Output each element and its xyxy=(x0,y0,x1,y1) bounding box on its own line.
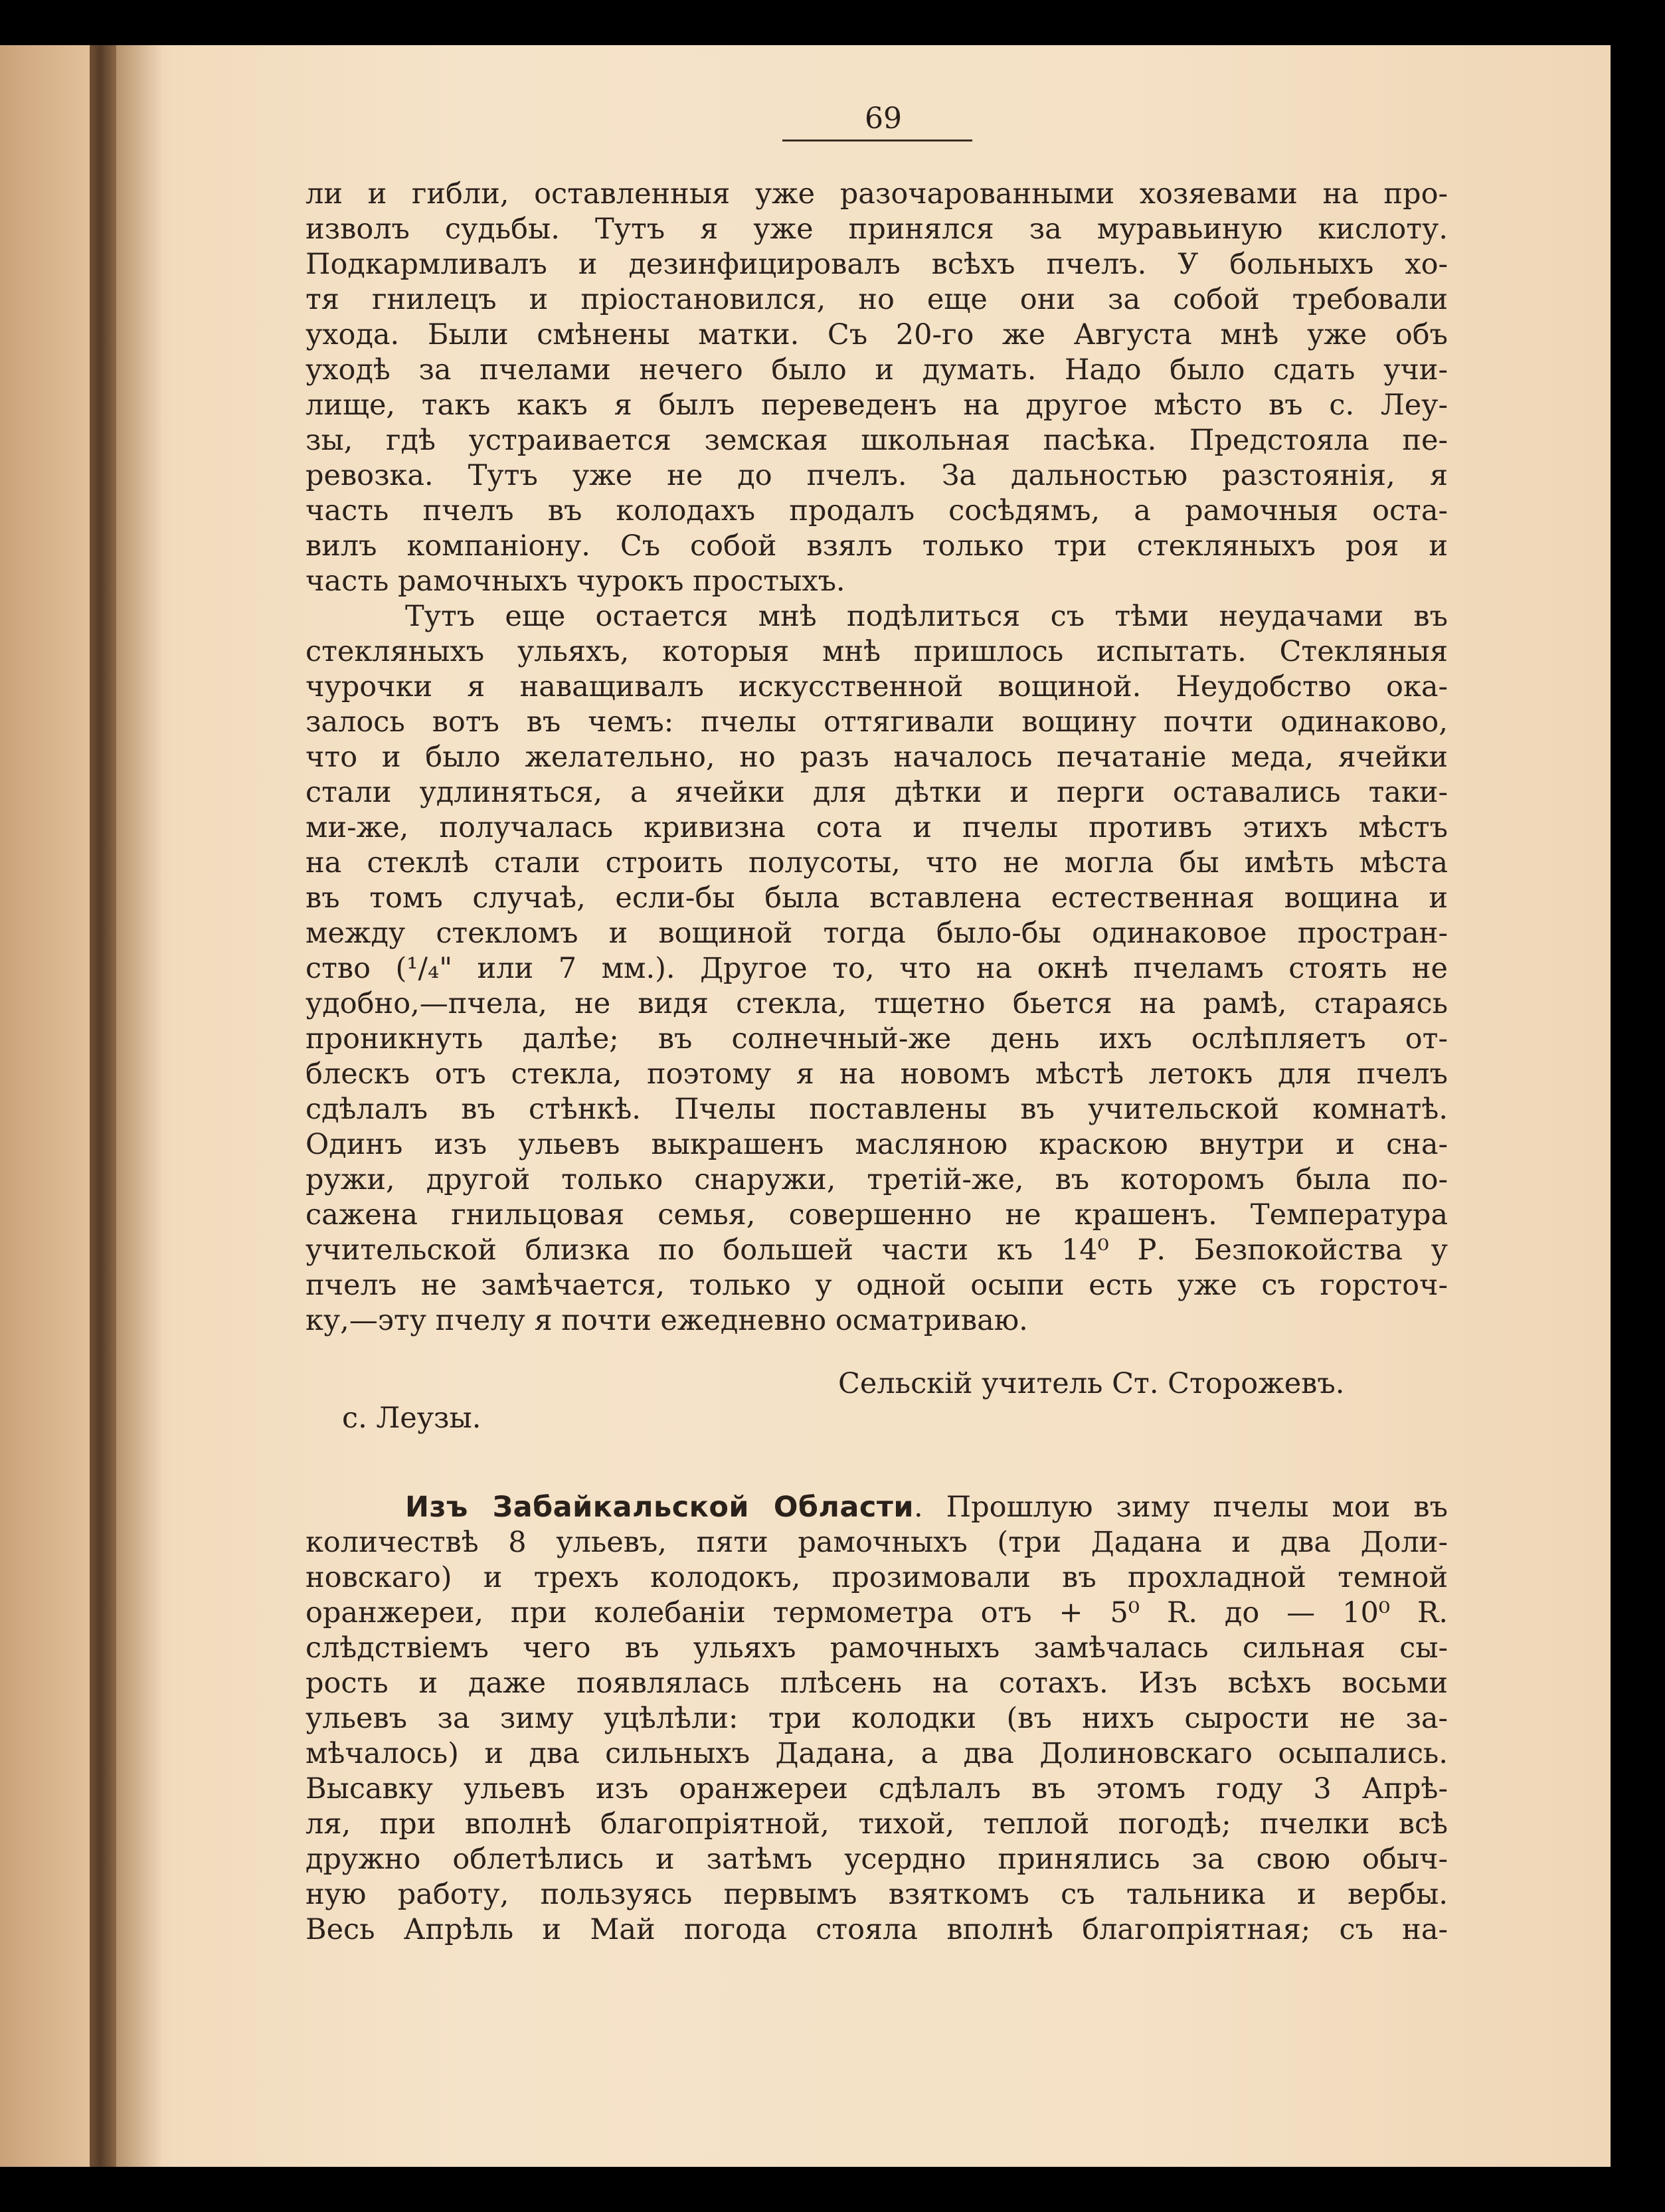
text-line: ружи, другой только снаружи, третій-же, въ которомъ была по- xyxy=(306,1163,1448,1196)
text-line: пчелъ не замѣчается, только у одной осыпи есть уже съ горсточ- xyxy=(306,1269,1448,1302)
section-first-line xyxy=(306,1490,1448,1525)
text-line: уходѣ за пчелами нечего было и думать. Надо было сдать учи- xyxy=(306,353,1448,387)
text-line: ульевъ за зиму уцѣлѣли: три колодки (въ нихъ сырости не за- xyxy=(306,1702,1448,1735)
text-line: Подкармливалъ и дезинфицировалъ всѣхъ пчелъ. У больныхъ хо- xyxy=(306,248,1448,281)
gutter-shadow xyxy=(116,45,163,2167)
text-line: Тутъ еще остается мнѣ подѣлиться съ тѣми неудачами въ xyxy=(405,600,1448,633)
text-line: между стекломъ и вощиной тогда было-бы одинаковое простран- xyxy=(306,917,1448,950)
text-line: залось вотъ въ чемъ: пчелы оттягивали вощину почти одинаково, xyxy=(306,705,1448,739)
text-line: количествѣ 8 ульевъ, пяти рамочныхъ (три Дадана и два Доли- xyxy=(306,1526,1448,1559)
text-line: лище, такъ какъ я былъ переведенъ на другое мѣсто въ с. Леу- xyxy=(306,389,1448,422)
text-line: изволъ судьбы. Тутъ я уже принялся за муравьиную кислоту. xyxy=(306,213,1448,246)
text-line: въ томъ случаѣ, если-бы была вставлена естественная вощина и xyxy=(306,881,1448,915)
text-line: оранжереи, при колебаніи термометра отъ + 5⁰ R. до — 10⁰ R. xyxy=(306,1596,1448,1629)
author-signature: Сельскій учитель Ст. Сторожевъ. xyxy=(838,1367,1345,1400)
text-line: что и было желательно, но разъ началось печатаніе меда, ячейки xyxy=(306,741,1448,774)
text-line: сдѣлалъ въ стѣнкѣ. Пчелы поставлены въ учительской комнатѣ. xyxy=(306,1093,1448,1126)
text-line: ство (¹/₄" или 7 мм.). Другое то, что на окнѣ пчеламъ стоять не xyxy=(306,952,1448,985)
text-line: новскаго) и трехъ колодокъ, прозимовали въ прохладной темной xyxy=(306,1561,1448,1594)
text-line: ми-же, получалась кривизна сота и пчелы противъ этихъ мѣстъ xyxy=(306,811,1448,844)
section-first-line-rest: . Прошлую зиму пчелы мои въ xyxy=(913,1491,1448,1524)
text-line: стекляныхъ ульяхъ, которыя мнѣ пришлось испытать. Стекляныя xyxy=(306,635,1448,668)
text-line: сажена гнильцовая семья, совершенно не крашенъ. Температура xyxy=(306,1198,1448,1232)
body-text-top xyxy=(306,177,1448,1338)
text-line: стали удлиняться, а ячейки для дѣтки и перги оставались таки- xyxy=(306,776,1448,809)
text-line: рость и даже появлялась плѣсень на сотахъ. Изъ всѣхъ восьми xyxy=(306,1667,1448,1700)
body-text-bottom xyxy=(306,1490,1448,1948)
text-line: удобно,—пчела, не видя стекла, тщетно бьется на рамѣ, стараясь xyxy=(306,987,1448,1020)
binding-gutter xyxy=(90,45,116,2167)
text-line: ля, при вполнѣ благопріятной, тихой, теплой погодѣ; пчелки всѣ xyxy=(306,1807,1448,1841)
text-line: мѣчалось) и два сильныхъ Дадана, а два Долиновскаго осыпались. xyxy=(306,1737,1448,1770)
scanned-page xyxy=(0,45,1611,2167)
text-line: Одинъ изъ ульевъ выкрашенъ масляною краскою внутри и сна- xyxy=(306,1128,1448,1161)
text-line: Весь Апрѣль и Май погода стояла вполнѣ благопріятная; съ на- xyxy=(306,1913,1448,1946)
text-line: ухода. Были смѣнены матки. Съ 20-го же Августа мнѣ уже объ xyxy=(306,318,1448,351)
text-line: дружно облетѣлись и затѣмъ усердно принялись за свою обыч- xyxy=(306,1843,1448,1876)
page-number: 69 xyxy=(865,102,902,136)
text-line: часть рамочныхъ чурокъ простыхъ. xyxy=(306,565,845,598)
text-line: ли и гибли, оставленныя уже разочарованными хозяевами на про- xyxy=(306,177,1448,211)
place-name: с. Леузы. xyxy=(342,1402,482,1435)
text-line: зы, гдѣ устраивается земская школьная пасѣка. Предстояла пе- xyxy=(306,424,1448,457)
text-line: ную работу, пользуясь первымъ взяткомъ съ тальника и вербы. xyxy=(306,1878,1448,1911)
text-line: на стеклѣ стали строить полусоты, что не могла бы имѣть мѣста xyxy=(306,846,1448,879)
text-line: слѣдствіемъ чего въ ульяхъ рамочныхъ замѣчалась сильная сы- xyxy=(306,1631,1448,1665)
text-line: тя гнилецъ и пріостановился, но еще они за собой требовали xyxy=(306,283,1448,316)
text-line: чурочки я наващивалъ искусственной вощиной. Неудобство ока- xyxy=(306,670,1448,703)
header-rule xyxy=(782,139,972,141)
text-line: часть пчелъ въ колодахъ продалъ сосѣдямъ, а рамочныя оста- xyxy=(306,494,1448,527)
text-line: блескъ отъ стекла, поэтому я на новомъ мѣстѣ летокъ для пчелъ xyxy=(306,1058,1448,1091)
text-line: ку,—эту пчелу я почти ежедневно осматриваю. xyxy=(306,1304,1028,1337)
text-line: Высавку ульевъ изъ оранжереи сдѣлалъ въ этомъ году 3 Апрѣ- xyxy=(306,1772,1448,1805)
text-line: ревозка. Тутъ уже не до пчелъ. За дальностью разстоянія, я xyxy=(306,459,1448,492)
text-line: учительской близка по большей части къ 14⁰ Р. Безпокойства у xyxy=(306,1234,1448,1267)
text-line: проникнуть далѣе; въ солнечный-же день ихъ ослѣпляетъ от- xyxy=(306,1022,1448,1056)
text-line: вилъ компаніону. Съ собой взялъ только три стекляныхъ роя и xyxy=(306,529,1448,563)
section-heading: Изъ Забайкальской Области xyxy=(405,1491,914,1524)
